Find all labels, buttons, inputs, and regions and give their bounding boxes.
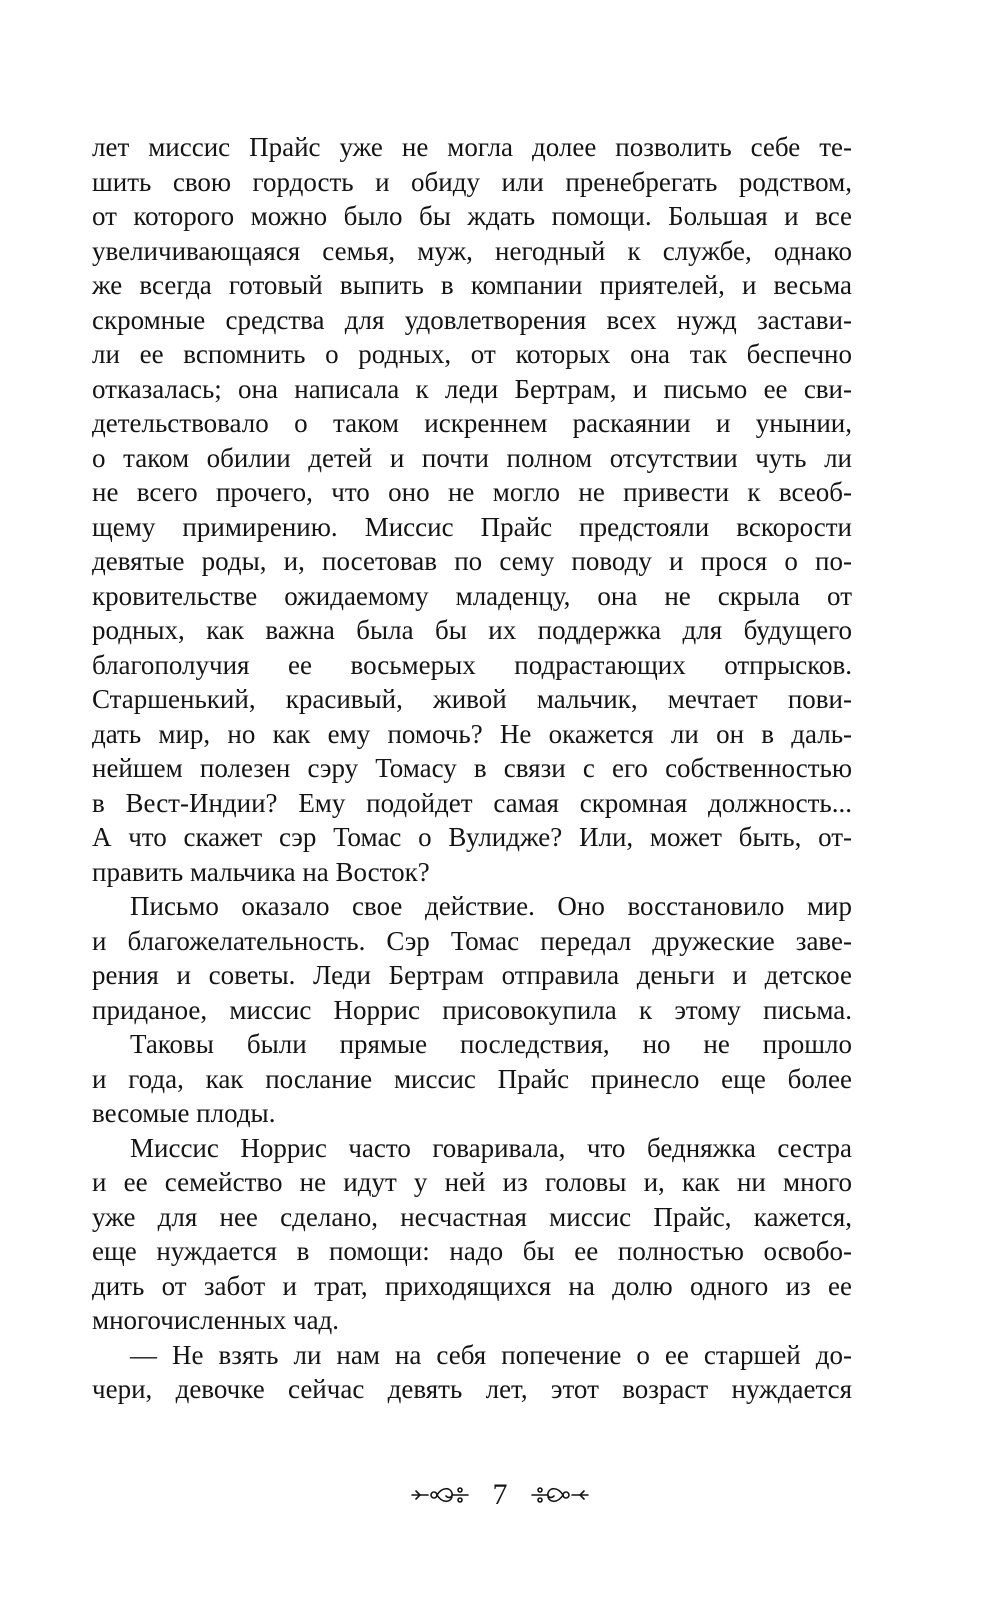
text-line: отказалась; она написала к леди Бертрам, и письмо ее сви- [92,373,852,404]
paragraph-4 [92,1131,852,1338]
text-line: ли ее вспомнить о родных, от которых она так беспечно [92,339,852,369]
page-number: 7 [492,1478,508,1511]
text-line: и благожелательность. Сэр Томас передал дружеские заве- [92,925,852,956]
ornament-right-icon [528,1481,592,1509]
text-line: же всегда готовый выпить в компании приятелей, и весьма [92,270,852,300]
text-line: дать мир, но как ему помочь? Не окажется ли он в даль- [92,718,852,749]
text-line: дить от забот и трат, приходящихся на долю одного из ее [92,1270,852,1301]
text-line: от которого можно было бы ждать помощи. Большая и все [92,201,852,231]
text-line: уже для нее сделано, несчастная миссис Прайс, кажется, [92,1201,852,1232]
text-line: чери, девочке сейчас девять лет, этот возраст нуждается [92,1374,852,1404]
text-line: многочисленных чад. [92,1305,340,1335]
text-line: в Вест-Индии? Ему подойдет самая скромная должность... [92,787,852,818]
text-line: рения и советы. Леди Бертрам отправила деньги и детское [92,960,852,990]
paragraph-2 [92,889,852,1027]
text-line: кровительстве ожидаемому младенцу, она не скрыла от [92,580,852,611]
text-line: Миссис Норрис часто говаривала, что бедняжка сестра [130,1132,852,1163]
text-line: детельствовало о таком искреннем раскаянии и унынии, [92,408,852,438]
text-line: не всего прочего, что оно не могло не привести к всеоб- [92,477,852,507]
text-line: Старшенький, красивый, живой мальчик, мечтает пови- [92,684,852,714]
text-line: приданое, миссис Норрис присовокупила к этому письма. [92,994,852,1025]
paragraph-5 [92,1338,852,1407]
text-line: благополучия ее восьмерых подрастающих отпрысков. [92,649,852,680]
ornament-left-icon [408,1481,472,1509]
text-line: Письмо оказало свое действие. Оно восстановило мир [130,891,852,921]
text-line: увеличивающаяся семья, муж, негодный к службе, однако [92,235,852,266]
text-line: шить свою гордость и обиду или пренебрегать родством, [92,166,852,197]
text-line: и года, как послание миссис Прайс принесло еще более [92,1063,852,1094]
text-line: и ее семейство не идут у ней из головы и, как ни много [92,1167,852,1197]
text-line: Таковы были прямые последствия, но не прошло [130,1029,852,1059]
text-line: девятые роды, и, посетовав по сему поводу и прося о по- [92,546,852,576]
page-footer [0,1470,1000,1520]
text-line: А что скажет сэр Томас о Вулидже? Или, может быть, от- [92,822,852,852]
text-line: нейшем полезен сэру Томасу в связи с его собственностью [92,753,852,783]
text-line: скромные средства для удовлетворения всех нужд застави- [92,304,852,335]
text-line: весомые плоды. [92,1098,276,1128]
text-line: лет миссис Прайс уже не могла долее позволить себе те- [92,132,852,162]
text-line: о таком обилии детей и почти полном отсутствии чуть ли [92,442,852,473]
text-line: щему примирению. Миссис Прайс предстояли вскорости [92,511,852,542]
text-line: еще нуждается в помощи: надо бы ее полностью освобо- [92,1236,852,1266]
text-line: родных, как важна была бы их поддержка для будущего [92,615,852,645]
text-line: — Не взять ли нам на себя попечение о ее старшей до- [130,1339,852,1370]
body-text [92,130,852,1407]
text-line: править мальчика на Восток? [92,856,430,887]
paragraph-1 [92,130,852,889]
paragraph-3 [92,1027,852,1131]
